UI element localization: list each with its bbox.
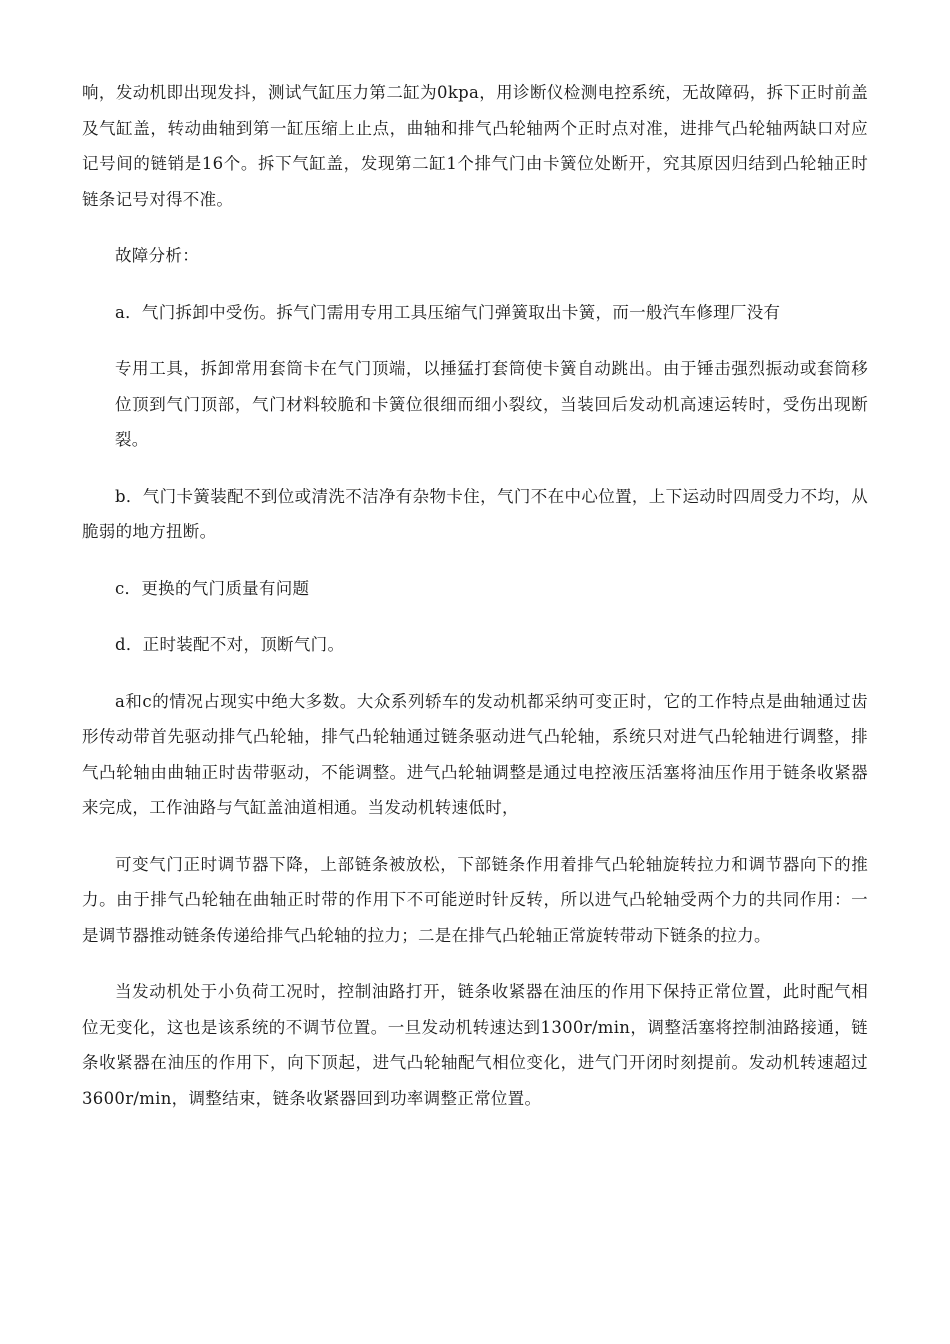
paragraph-timing-regulator: 可变气门正时调节器下降，上部链条被放松，下部链条作用着排气凸轮轴旋转拉力和调节器向下的推力。由于排气凸轮轴在曲轴正时带的作用下不可能逆时针反转，所以进气凸轮轴受两个力的共同作用：一是调节器推动链条传递给排气凸轮轴的拉力；二是在排气凸轮轴正常旋转带动下链条的拉力。 [82, 854, 868, 945]
paragraph-item-a-continued: 专用工具，拆卸常用套筒卡在气门顶端，以捶猛打套筒使卡簧自动跳出。由于锤击强烈振动或套筒移位顶到气门顶部，气门材料较脆和卡簧位很细而细小裂纹，当装回后发动机高速运转时，受伤出现断裂。 [115, 359, 868, 449]
paragraph-variable-timing: a和c的情况占现实中绝大多数。大众系列轿车的发动机都采纳可变正时，它的工作特点是曲轴通过齿形传动带首先驱动排气凸轮轴，排气凸轮轴通过链条驱动进气凸轮轴，系统只对进气凸轮轴进行调整，排气凸轮轴由曲轴正时齿带驱动，不能调整。进气凸轮轴调整是通过电控液压活塞将油压作用于链条收紧器来完成，工作油路与气缸盖油道相通。当发动机转速低时， [82, 691, 868, 817]
paragraph-fault-analysis-heading: 故障分析： [115, 246, 199, 265]
paragraph-item-a: a．气门拆卸中受伤。拆气门需用专用工具压缩气门弹簧取出卡簧，而一般汽车修理厂没有 [115, 302, 781, 322]
paragraph-continued: 响，发动机即出现发抖，测试气缸压力第二缸为0kpa，用诊断仪检测电控系统，无故障码，拆下正时前盖及气缸盖，转动曲轴到第一缸压缩上止点，曲轴和排气凸轮轴两个正时点对准，进排气凸轮轴两缺口对应记号间的链销是16个。拆下气缸盖，发现第二缸1个排气门由卡簧位处断开，究其原因归结到凸轮轴正时链条记号对得不准。 [82, 83, 868, 209]
paragraph-item-d: d．正时装配不对，顶断气门。 [115, 635, 345, 654]
paragraph-low-load: 当发动机处于小负荷工况时，控制油路打开，链条收紧器在油压的作用下保持正常位置，此时配气相位无变化，这也是该系统的不调节位置。一旦发动机转速达到1300r/min，调整活塞将控制油路接通，链条收紧器在油压的作用下，向下顶起，进气凸轮轴配气相位变化，进气门开闭时刻提前。发动机转速超过3600r/min，调整结束，链条收紧器回到功率调整正常位置。 [82, 982, 868, 1108]
paragraph-item-b: b．气门卡簧装配不到位或清洗不洁净有杂物卡住，气门不在中心位置，上下运动时四周受力不均，从脆弱的地方扭断。 [82, 486, 868, 541]
document-page [82, 75, 868, 1137]
paragraph-item-c: c．更换的气门质量有问题 [115, 578, 310, 598]
